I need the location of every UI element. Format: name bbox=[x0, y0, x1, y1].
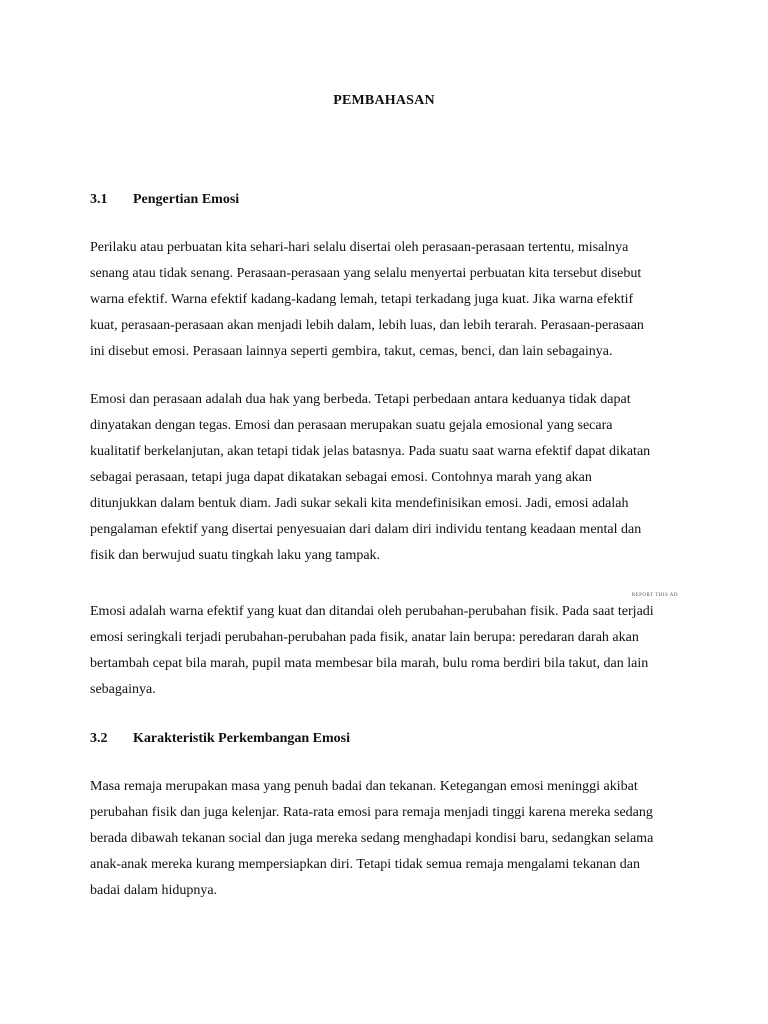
text-line: fisik dan berwujud suatu tingkah laku yang tampak. bbox=[90, 548, 381, 563]
text-line: Masa remaja merupakan masa yang penuh badai dan tekanan. Ketegangan emosi meninggi akibat bbox=[90, 779, 638, 794]
section-title: Pengertian Emosi bbox=[133, 192, 240, 207]
text-line: Emosi dan perasaan adalah dua hak yang berbeda. Tetapi perbedaan antara keduanya tidak dapat bbox=[90, 392, 631, 407]
text-line: senang atau tidak senang. Perasaan-perasaan yang selalu menyertai perbuatan kita tersebut disebut bbox=[90, 266, 642, 281]
section-heading-3-1 bbox=[90, 192, 239, 208]
text-line: Perilaku atau perbuatan kita sehari-hari selalu disertai oleh perasaan-perasaan tertentu, misalnya bbox=[90, 240, 629, 255]
paragraph-pengertian-2 bbox=[90, 387, 690, 569]
text-line: perubahan fisik dan juga kelenjar. Rata-rata emosi para remaja menjadi tinggi karena mereka sedang bbox=[90, 805, 653, 820]
paragraph-pengertian-1 bbox=[90, 235, 690, 365]
report-ad-link[interactable]: REPORT THIS AD bbox=[631, 593, 678, 598]
section-title: Karakteristik Perkembangan Emosi bbox=[133, 731, 350, 746]
section-number: 3.1 bbox=[90, 192, 108, 207]
text-line: ini disebut emosi. Perasaan lainnya seperti gembira, takut, cemas, benci, dan lain sebagainya. bbox=[90, 344, 613, 359]
text-line: Emosi adalah warna efektif yang kuat dan ditandai oleh perubahan-perubahan fisik. Pada saat terjadi bbox=[90, 604, 654, 619]
text-line: pengalaman efektif yang disertai penyesuaian dari dalam diri individu tentang keadaan mental dan bbox=[90, 522, 642, 537]
text-line: berada dibawah tekanan social dan juga mereka sedang menghadapi kondisi baru, sedangkan selama bbox=[90, 831, 654, 846]
text-line: badai dalam hidupnya. bbox=[90, 883, 218, 898]
text-line: warna efektif. Warna efektif kadang-kadang lemah, tetapi terkadang juga kuat. Jika warna efektif bbox=[90, 292, 634, 307]
text-line: sebagainya. bbox=[90, 682, 156, 697]
text-line: bertambah cepat bila marah, pupil mata membesar bila marah, bulu roma berdiri bila takut, dan lain bbox=[90, 656, 649, 671]
section-heading-3-2 bbox=[90, 731, 350, 747]
paragraph-karakteristik-1 bbox=[90, 774, 690, 904]
section-number: 3.2 bbox=[90, 731, 108, 746]
text-line: kuat, perasaan-perasaan akan menjadi lebih dalam, lebih luas, dan lebih terarah. Perasaan-perasaan bbox=[90, 318, 644, 333]
text-line: ditunjukkan dalam bentuk diam. Jadi sukar sekali kita mendefinisikan emosi. Jadi, emosi adalah bbox=[90, 496, 629, 511]
text-line: kualitatif berkelanjutan, akan tetapi tidak jelas batasnya. Pada suatu saat warna efektif dapat dikatan bbox=[90, 444, 651, 459]
text-line: sebagai perasaan, tetapi juga dapat dikatakan sebagai emosi. Contohnya marah yang akan bbox=[90, 470, 592, 485]
document-title: PEMBAHASAN bbox=[333, 93, 435, 108]
text-line: emosi seringkali terjadi perubahan-perubahan pada fisik, anatar lain berupa: peredaran darah akan bbox=[90, 630, 639, 645]
paragraph-pengertian-3 bbox=[90, 599, 690, 703]
text-line: anak-anak mereka kurang mempersiapkan diri. Tetapi tidak semua remaja mengalami tekanan dan bbox=[90, 857, 640, 872]
text-line: dinyatakan dengan tegas. Emosi dan perasaan merupakan suatu gejala emosional yang secara bbox=[90, 418, 613, 433]
